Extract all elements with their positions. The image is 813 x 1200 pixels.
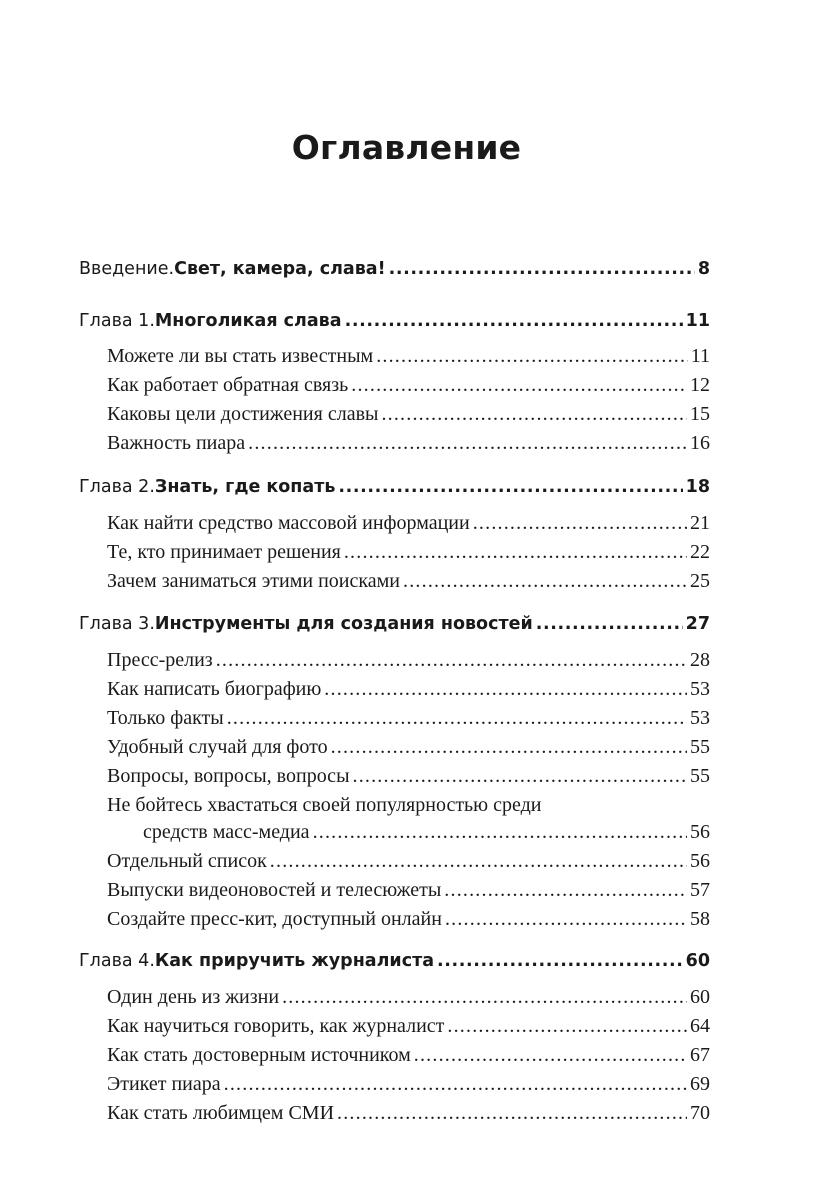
section-title: Зачем заниматься этими поисками <box>107 570 401 592</box>
toc-entry-section[interactable] <box>107 704 710 732</box>
toc-entry-section[interactable] <box>107 791 710 819</box>
section-title: Выпуски видеоновостей и телесюжеты <box>107 879 442 901</box>
section-title: Как работает обратная связь <box>107 374 349 396</box>
dot-leader <box>324 675 687 703</box>
dot-leader <box>338 473 682 501</box>
page-number: 64 <box>690 1015 710 1037</box>
section-title: Не бойтесь хвастаться своей популярностью среди <box>107 794 542 816</box>
page-number: 18 <box>685 477 710 497</box>
page-number: 57 <box>690 879 710 901</box>
dot-leader <box>351 371 687 399</box>
dot-leader <box>381 400 687 428</box>
toc-entry-section[interactable] <box>107 567 710 595</box>
dot-leader <box>444 876 687 904</box>
dot-leader <box>270 847 687 875</box>
section-title: Как стать любимцем СМИ <box>107 1102 335 1124</box>
dot-leader <box>313 818 687 846</box>
chapter-prefix: Глава 4. <box>79 951 155 971</box>
page-number: 8 <box>697 259 710 279</box>
chapter-prefix: Введение. <box>79 259 175 279</box>
chapter-title: Инструменты для создания новостей <box>154 614 533 634</box>
toc-entry-section[interactable] <box>107 675 710 703</box>
toc-entry-section[interactable] <box>107 733 710 761</box>
section-title: Те, кто принимает решения <box>107 541 341 563</box>
dot-leader <box>353 762 688 790</box>
page-number: 22 <box>690 541 710 563</box>
toc-entry-section[interactable] <box>107 762 710 790</box>
page-number: 16 <box>690 432 710 454</box>
chapter-prefix: Глава 2. <box>79 477 155 497</box>
dot-leader <box>227 704 687 732</box>
chapter-title: Свет, камера, слава! <box>174 259 386 279</box>
toc-entry-section[interactable] <box>107 646 710 674</box>
dot-leader <box>345 307 683 335</box>
page-number: 27 <box>685 614 710 634</box>
page-number: 69 <box>690 1073 710 1095</box>
toc-entry-section[interactable] <box>107 1070 710 1098</box>
page-number: 11 <box>685 311 710 331</box>
page-number: 70 <box>690 1102 710 1124</box>
toc-entry-chapter-1[interactable] <box>79 307 710 335</box>
section-title: Как написать биографию <box>107 678 322 700</box>
toc-entry-introduction[interactable] <box>79 255 710 283</box>
toc-entry-section[interactable] <box>107 429 710 457</box>
page-title: Оглавление <box>291 128 522 167</box>
toc-entry-section[interactable] <box>107 876 710 904</box>
dot-leader <box>248 429 687 457</box>
page-number: 28 <box>690 649 710 671</box>
page-number: 56 <box>690 850 710 872</box>
toc-entry-chapter-3[interactable] <box>79 610 710 638</box>
page-number: 15 <box>690 403 710 425</box>
toc-entry-section[interactable] <box>107 342 710 370</box>
section-title: Как стать достоверным источником <box>107 1044 411 1066</box>
chapter-prefix: Глава 3. <box>79 614 155 634</box>
toc-entry-section[interactable] <box>107 371 710 399</box>
toc-entry-section-continuation[interactable] <box>143 818 710 846</box>
section-title: Отдельный список <box>107 850 267 872</box>
dot-leader <box>224 1070 687 1098</box>
section-title: Как научиться говорить, как журналист <box>107 1015 445 1037</box>
dot-leader <box>437 947 683 975</box>
chapter-title: Как приручить журналиста <box>154 951 435 971</box>
section-title: Создайте пресс-кит, доступный онлайн <box>107 908 442 930</box>
toc-entry-section[interactable] <box>107 847 710 875</box>
toc-entry-section[interactable] <box>107 905 710 933</box>
page-number: 55 <box>690 765 710 787</box>
dot-leader <box>216 646 687 674</box>
dot-leader <box>389 255 695 283</box>
toc-entry-section[interactable] <box>107 1012 710 1040</box>
page-number: 67 <box>690 1044 710 1066</box>
section-title: Удобный случай для фото <box>107 736 328 758</box>
toc-entry-section[interactable] <box>107 1041 710 1069</box>
chapter-title: Многоликая слава <box>154 311 342 331</box>
toc-entry-chapter-2[interactable] <box>79 473 710 501</box>
page-number: 53 <box>690 707 710 729</box>
page-number: 11 <box>690 345 710 367</box>
page-number: 53 <box>690 678 710 700</box>
section-title: Пресс-релиз <box>107 649 213 671</box>
toc-entry-section[interactable] <box>107 400 710 428</box>
page-number: 12 <box>690 374 710 396</box>
section-title: Один день из жизни <box>107 986 280 1008</box>
dot-leader <box>445 905 687 933</box>
chapter-prefix: Глава 1. <box>79 311 155 331</box>
section-title: средств масс-медиа <box>143 821 310 843</box>
dot-leader <box>331 733 687 761</box>
dot-leader <box>376 342 688 370</box>
section-title: Каковы цели достижения славы <box>107 403 379 425</box>
page-number: 25 <box>690 570 710 592</box>
toc-entry-chapter-4[interactable] <box>79 947 710 975</box>
page-number: 58 <box>690 908 710 930</box>
dot-leader <box>282 983 687 1011</box>
dot-leader <box>447 1012 687 1040</box>
page-number: 21 <box>690 512 710 534</box>
toc-entry-section[interactable] <box>107 538 710 566</box>
dot-leader <box>414 1041 687 1069</box>
page-number: 56 <box>690 821 710 843</box>
dot-leader <box>473 509 687 537</box>
dot-leader <box>344 538 687 566</box>
page-number: 60 <box>685 951 710 971</box>
section-title: Вопросы, вопросы, вопросы <box>107 765 350 787</box>
dot-leader <box>536 610 683 638</box>
dot-leader <box>337 1099 687 1127</box>
dot-leader <box>403 567 687 595</box>
section-title: Можете ли вы стать известным <box>107 345 374 367</box>
section-title: Важность пиара <box>107 432 246 454</box>
page-number: 60 <box>690 986 710 1008</box>
section-title: Этикет пиара <box>107 1073 221 1095</box>
section-title: Как найти средство массовой информации <box>107 512 470 534</box>
section-title: Только факты <box>107 707 224 729</box>
chapter-title: Знать, где копать <box>154 477 336 497</box>
page-number: 55 <box>690 736 710 758</box>
toc-entry-section[interactable] <box>107 509 710 537</box>
toc-entry-section[interactable] <box>107 1099 710 1127</box>
toc-entry-section[interactable] <box>107 983 710 1011</box>
